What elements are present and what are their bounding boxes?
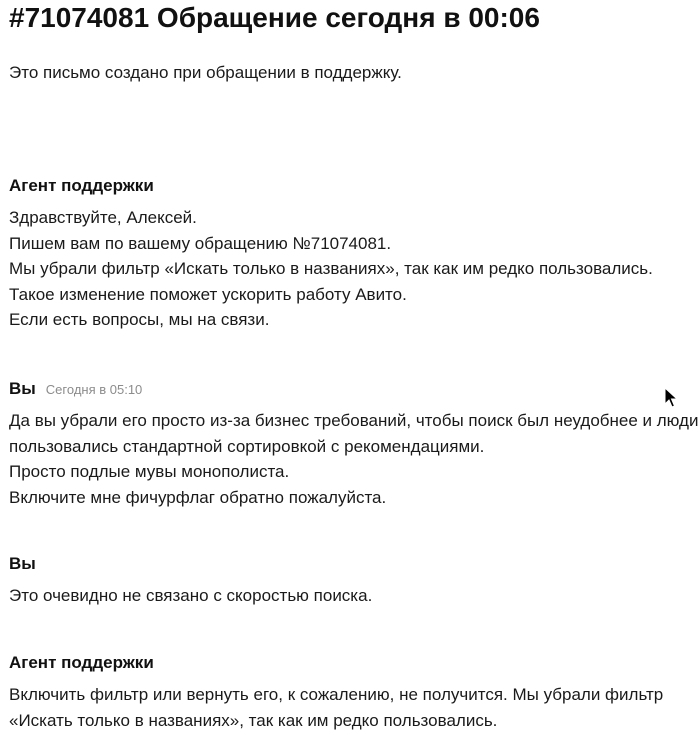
- message-line: Если есть вопросы, мы на связи.: [9, 310, 270, 329]
- ticket-title: #71074081 Обращение сегодня в 00:06: [9, 2, 540, 33]
- message-support-2: [9, 652, 699, 733]
- message-line: Мы убрали фильтр «Искать только в названиях», так как им редко пользовались.: [9, 259, 653, 278]
- message-body: [9, 205, 699, 333]
- message-line: Включить фильтр или вернуть его, к сожалению, не получится. Мы убрали фильтр «Искать только в названиях», так как им редко пользовались.: [9, 685, 664, 730]
- message-body: [9, 408, 699, 510]
- message-line: Такое изменение поможет ускорить работу Авито.: [9, 284, 407, 304]
- message-timestamp: Сегодня в 05:10: [45, 382, 143, 397]
- message-author: Агент поддержки: [9, 176, 154, 195]
- message-author: Вы: [9, 379, 36, 398]
- message-author: Вы: [9, 554, 36, 573]
- mouse-pointer-icon: [664, 387, 678, 409]
- message-line: Включите мне фичурфлаг обратно пожалуйста.: [9, 487, 387, 507]
- message-line: Это очевидно не связано с скоростью поиска.: [9, 586, 373, 605]
- message-body: [9, 682, 699, 733]
- message-user-1: [9, 378, 699, 510]
- message-support-1: [9, 175, 699, 333]
- message-user-2: [9, 553, 699, 609]
- message-author: Агент поддержки: [9, 653, 154, 672]
- message-line: Пишем вам по вашему обращению №71074081.: [9, 233, 392, 253]
- message-line: Просто подлые мувы монополиста.: [9, 462, 290, 481]
- message-body: [9, 583, 699, 609]
- ticket-intro: Это письмо создано при обращении в поддержку.: [9, 63, 402, 82]
- message-line: Здравствуйте, Алексей.: [9, 208, 197, 227]
- message-line: Да вы убрали его просто из-за бизнес требований, чтобы поиск был неудобнее и люди пользовались стандартной сортировкой с рекомендациями.: [9, 411, 699, 456]
